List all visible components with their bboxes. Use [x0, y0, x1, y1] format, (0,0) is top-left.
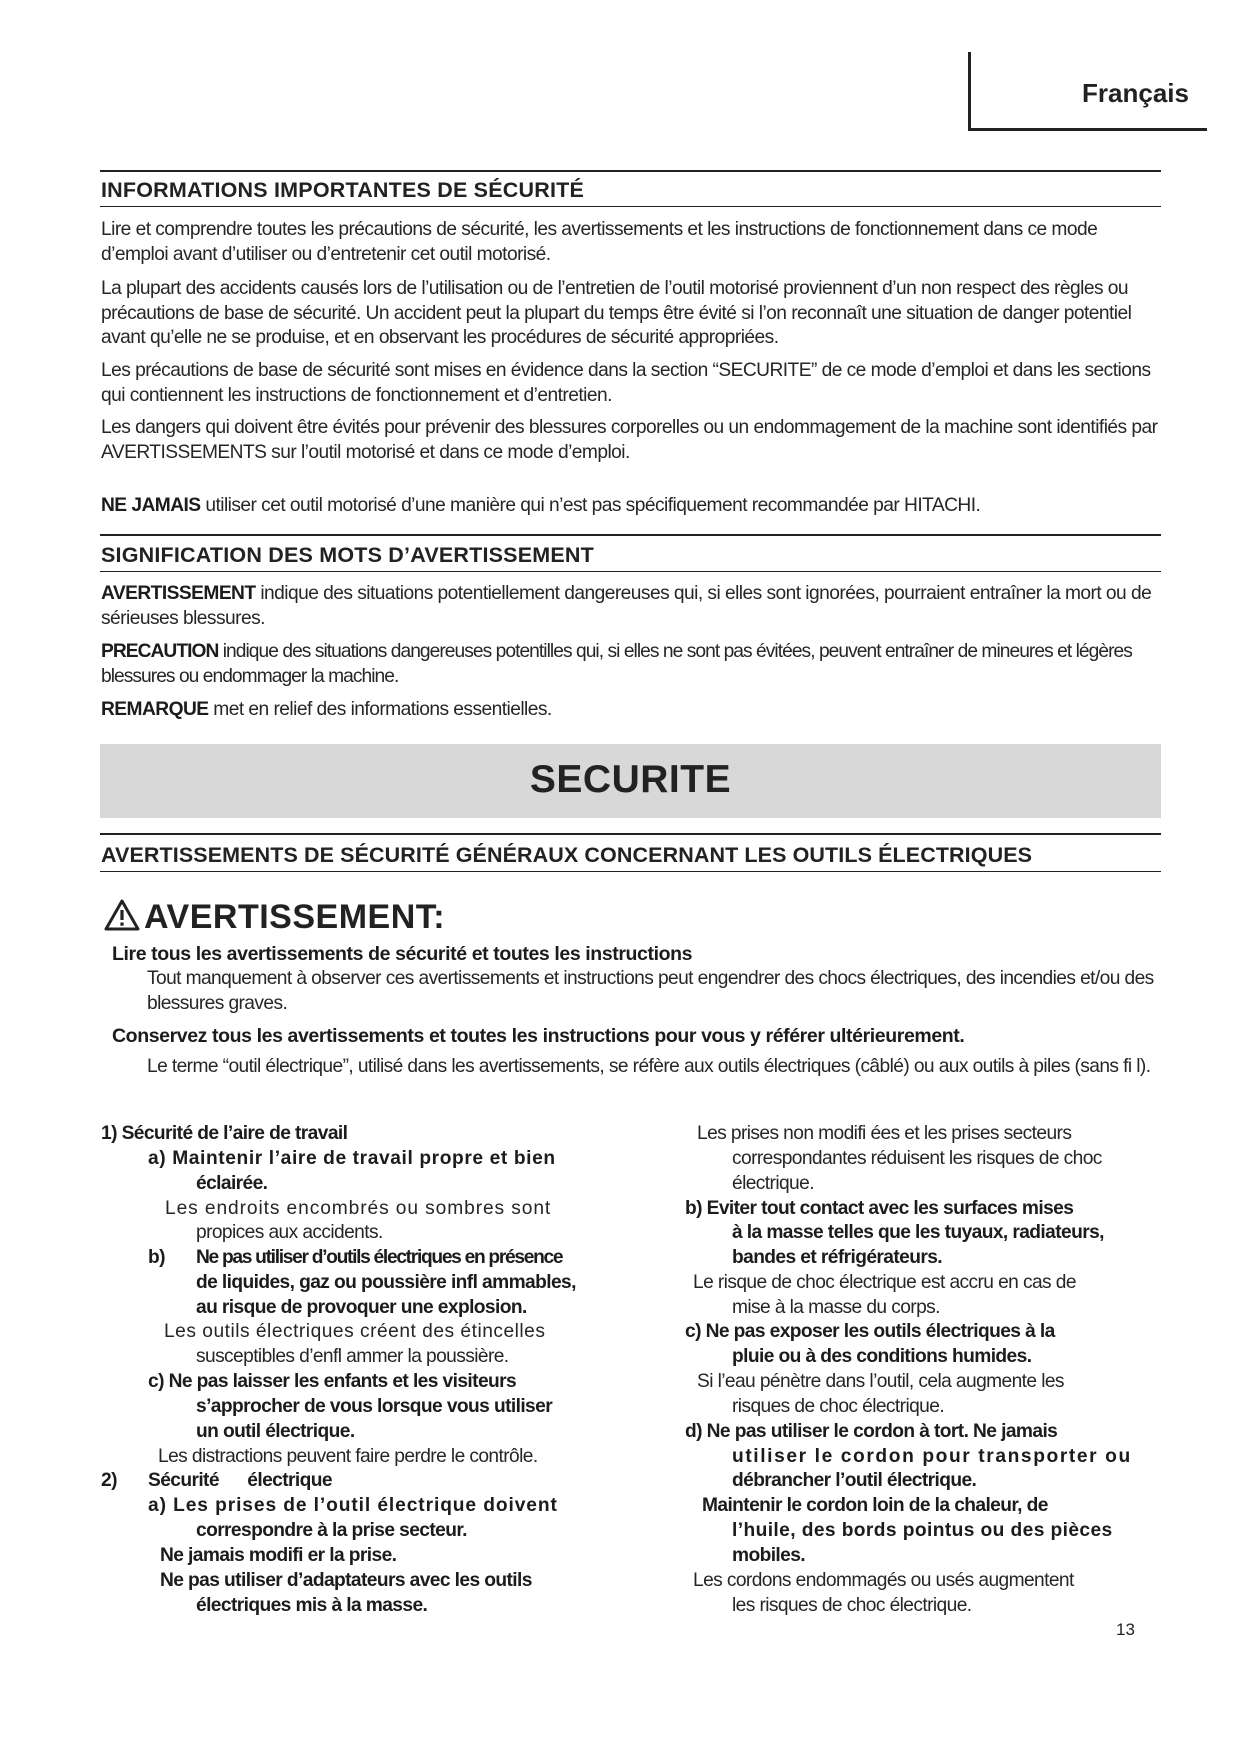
paragraph-accidents: La plupart des accidents causés lors de l’utilisation ou de l’entretien de l’outil motorisé proviennent d’un non respect des règles ou précautions de base de sécurité. Un accident peut la plupart du temps être évité si l’on reconnaît une situation de danger potentiel avant qu’elle ne se produise, et en observant les procédures de sécurité appropriées.: [101, 278, 1132, 348]
securite-banner: [100, 744, 1161, 818]
list-item: bandes et réfrigérateurs.: [732, 1247, 943, 1268]
list-item: susceptibles d’enfl ammer la poussière.: [196, 1346, 509, 1367]
list-item: l’huile, des bords pointus ou des pièces: [732, 1520, 1113, 1541]
list-item: Les outils électriques créent des étincelles: [164, 1321, 546, 1342]
list-item: pluie ou à des conditions humides.: [732, 1346, 1032, 1367]
list-item: Les endroits encombrés ou sombres sont: [165, 1198, 552, 1219]
section-heading-general-warnings: AVERTISSEMENTS DE SÉCURITÉ GÉNÉRAUX CONCERNANT LES OUTILS ÉLECTRIQUES: [101, 843, 1033, 867]
list-item: Ne pas utiliser d’adaptateurs avec les outils: [160, 1570, 532, 1591]
list-item: c) Ne pas laisser les enfants et les visiteurs: [148, 1371, 517, 1392]
def-avertissement: indique des situations potentiellement dangereuses qui, si elles sont ignorées, pourraient entraîner la mort ou de sérieuses blessures.: [101, 583, 1152, 629]
list-item: Maintenir le cordon loin de la chaleur, de: [702, 1495, 1048, 1516]
section-rule-bottom: [100, 206, 1161, 207]
list-item: a) Les prises de l’outil électrique doivent: [148, 1495, 558, 1516]
list-item: c) Ne pas exposer les outils électriques à la: [685, 1321, 1055, 1342]
list-item: b) Eviter tout contact avec les surfaces mises: [685, 1198, 1074, 1219]
list-item: éclairée.: [196, 1173, 268, 1194]
def-remarque: met en relief des informations essentielles.: [208, 699, 552, 720]
list-item: Si l’eau pénètre dans l’outil, cela augmente les: [697, 1371, 1064, 1392]
list-item: Sécurité électrique: [148, 1470, 332, 1491]
definition-avertissement: [101, 582, 1164, 631]
list-item: 2): [101, 1470, 117, 1491]
term-precaution: PRECAUTION: [101, 641, 219, 662]
list-item: Les prises non modifi ées et les prises secteurs: [697, 1123, 1072, 1144]
list-item: correspondre à la prise secteur.: [196, 1520, 467, 1541]
warning-header: [104, 898, 445, 937]
section-rule-top: [100, 170, 1161, 172]
section-rule-bottom: [100, 571, 1161, 572]
term-definition-text: Le terme “outil électrique”, utilisé dans les avertissements, se réfère aux outils électriques (câblé) ou aux outils à piles (sans fi l).: [147, 1056, 1151, 1077]
section-rule-top: [100, 833, 1161, 835]
list-item: électriques mis à la masse.: [196, 1595, 428, 1616]
definition-precaution: [101, 640, 1164, 689]
list-item: Ne jamais modifi er la prise.: [160, 1545, 397, 1566]
keep-all-heading: Conservez tous les avertissements et toutes les instructions pour vous y référer ultérieurement.: [112, 1025, 965, 1047]
paragraph-read-understand: Lire et comprendre toutes les précautions de sécurité, les avertissements et les instructions de fonctionnement dans ce mode d’emploi avant d’utiliser ou d’entretenir cet outil motorisé.: [101, 219, 1098, 265]
section-heading-important-safety: INFORMATIONS IMPORTANTES DE SÉCURITÉ: [101, 178, 584, 202]
never-text: utiliser cet outil motorisé d’une manière qui n’est pas spécifiquement recommandée par HITACHI.: [200, 495, 981, 516]
page-number: 13: [1116, 1620, 1135, 1639]
never-label: NE JAMAIS: [101, 495, 201, 516]
read-all-text: Tout manquement à observer ces avertissements et instructions peut engendrer des chocs électriques, des incendies et/ou des blessures graves.: [147, 968, 1154, 1014]
list-item: a) Maintenir l’aire de travail propre et bien: [148, 1148, 556, 1169]
term-avertissement: AVERTISSEMENT: [101, 583, 256, 604]
term-remarque: REMARQUE: [101, 699, 209, 720]
section-rule-bottom: [100, 871, 1161, 872]
language-tab: Français: [1082, 78, 1189, 108]
paragraph-basic-precautions: Les précautions de base de sécurité sont mises en évidence dans la section “SECURITE” de ce mode d’emploi et dans les sections qui contiennent les instructions de fonctionnement et d’entretien.: [101, 360, 1151, 406]
list-item: Ne pas utiliser d’outils électriques en présence: [196, 1247, 563, 1268]
section-heading-signal-words: SIGNIFICATION DES MOTS D’AVERTISSEMENT: [101, 543, 594, 567]
list-item: Le risque de choc électrique est accru en cas de: [693, 1272, 1076, 1293]
warning-triangle-icon: [104, 899, 140, 936]
list-item: électrique.: [732, 1173, 814, 1194]
list-item: Les cordons endommagés ou usés augmentent: [693, 1570, 1074, 1591]
list-item: un outil électrique.: [196, 1421, 355, 1442]
list-item: propices aux accidents.: [196, 1222, 383, 1243]
list-item: utiliser le cordon pour transporter ou: [732, 1446, 1132, 1467]
list-item: mobiles.: [732, 1545, 806, 1566]
securite-title: SECURITE: [529, 758, 732, 801]
definition-remarque: [101, 698, 1164, 723]
list-item: 1) Sécurité de l’aire de travail: [101, 1123, 348, 1144]
list-item: risques de choc électrique.: [732, 1396, 945, 1417]
section-rule-top: [100, 534, 1161, 536]
list-item: à la masse telles que les tuyaux, radiateurs,: [732, 1222, 1104, 1243]
list-item: mise à la masse du corps.: [732, 1297, 940, 1318]
list-item: de liquides, gaz ou poussière infl ammables,: [196, 1272, 576, 1293]
paragraph-never: [101, 494, 1164, 519]
paragraph-dangers: Les dangers qui doivent être évités pour prévenir des blessures corporelles ou un endommagement de la machine sont identifiés par AVERTISSEMENTS sur l’outil motorisé et dans ce mode d’emploi.: [101, 417, 1158, 463]
list-item: b): [148, 1247, 165, 1268]
list-item: d) Ne pas utiliser le cordon à tort. Ne jamais: [685, 1421, 1058, 1442]
list-item: Les distractions peuvent faire perdre le contrôle.: [158, 1446, 538, 1467]
read-all-heading: Lire tous les avertissements de sécurité et toutes les instructions: [112, 943, 693, 965]
list-item: s’approcher de vous lorsque vous utiliser: [196, 1396, 553, 1417]
warning-title: AVERTISSEMENT:: [144, 898, 446, 936]
list-item: les risques de choc électrique.: [732, 1595, 972, 1616]
list-item: au risque de provoquer une explosion.: [196, 1297, 527, 1318]
list-item: correspondantes réduisent les risques de choc: [732, 1148, 1102, 1169]
list-item: débrancher l’outil électrique.: [732, 1470, 977, 1491]
def-precaution: indique des situations dangereuses potentilles qui, si elles ne sont pas évitées, peuvent entraîner de mineures et légères blessures ou endommager la machine.: [101, 641, 1132, 687]
